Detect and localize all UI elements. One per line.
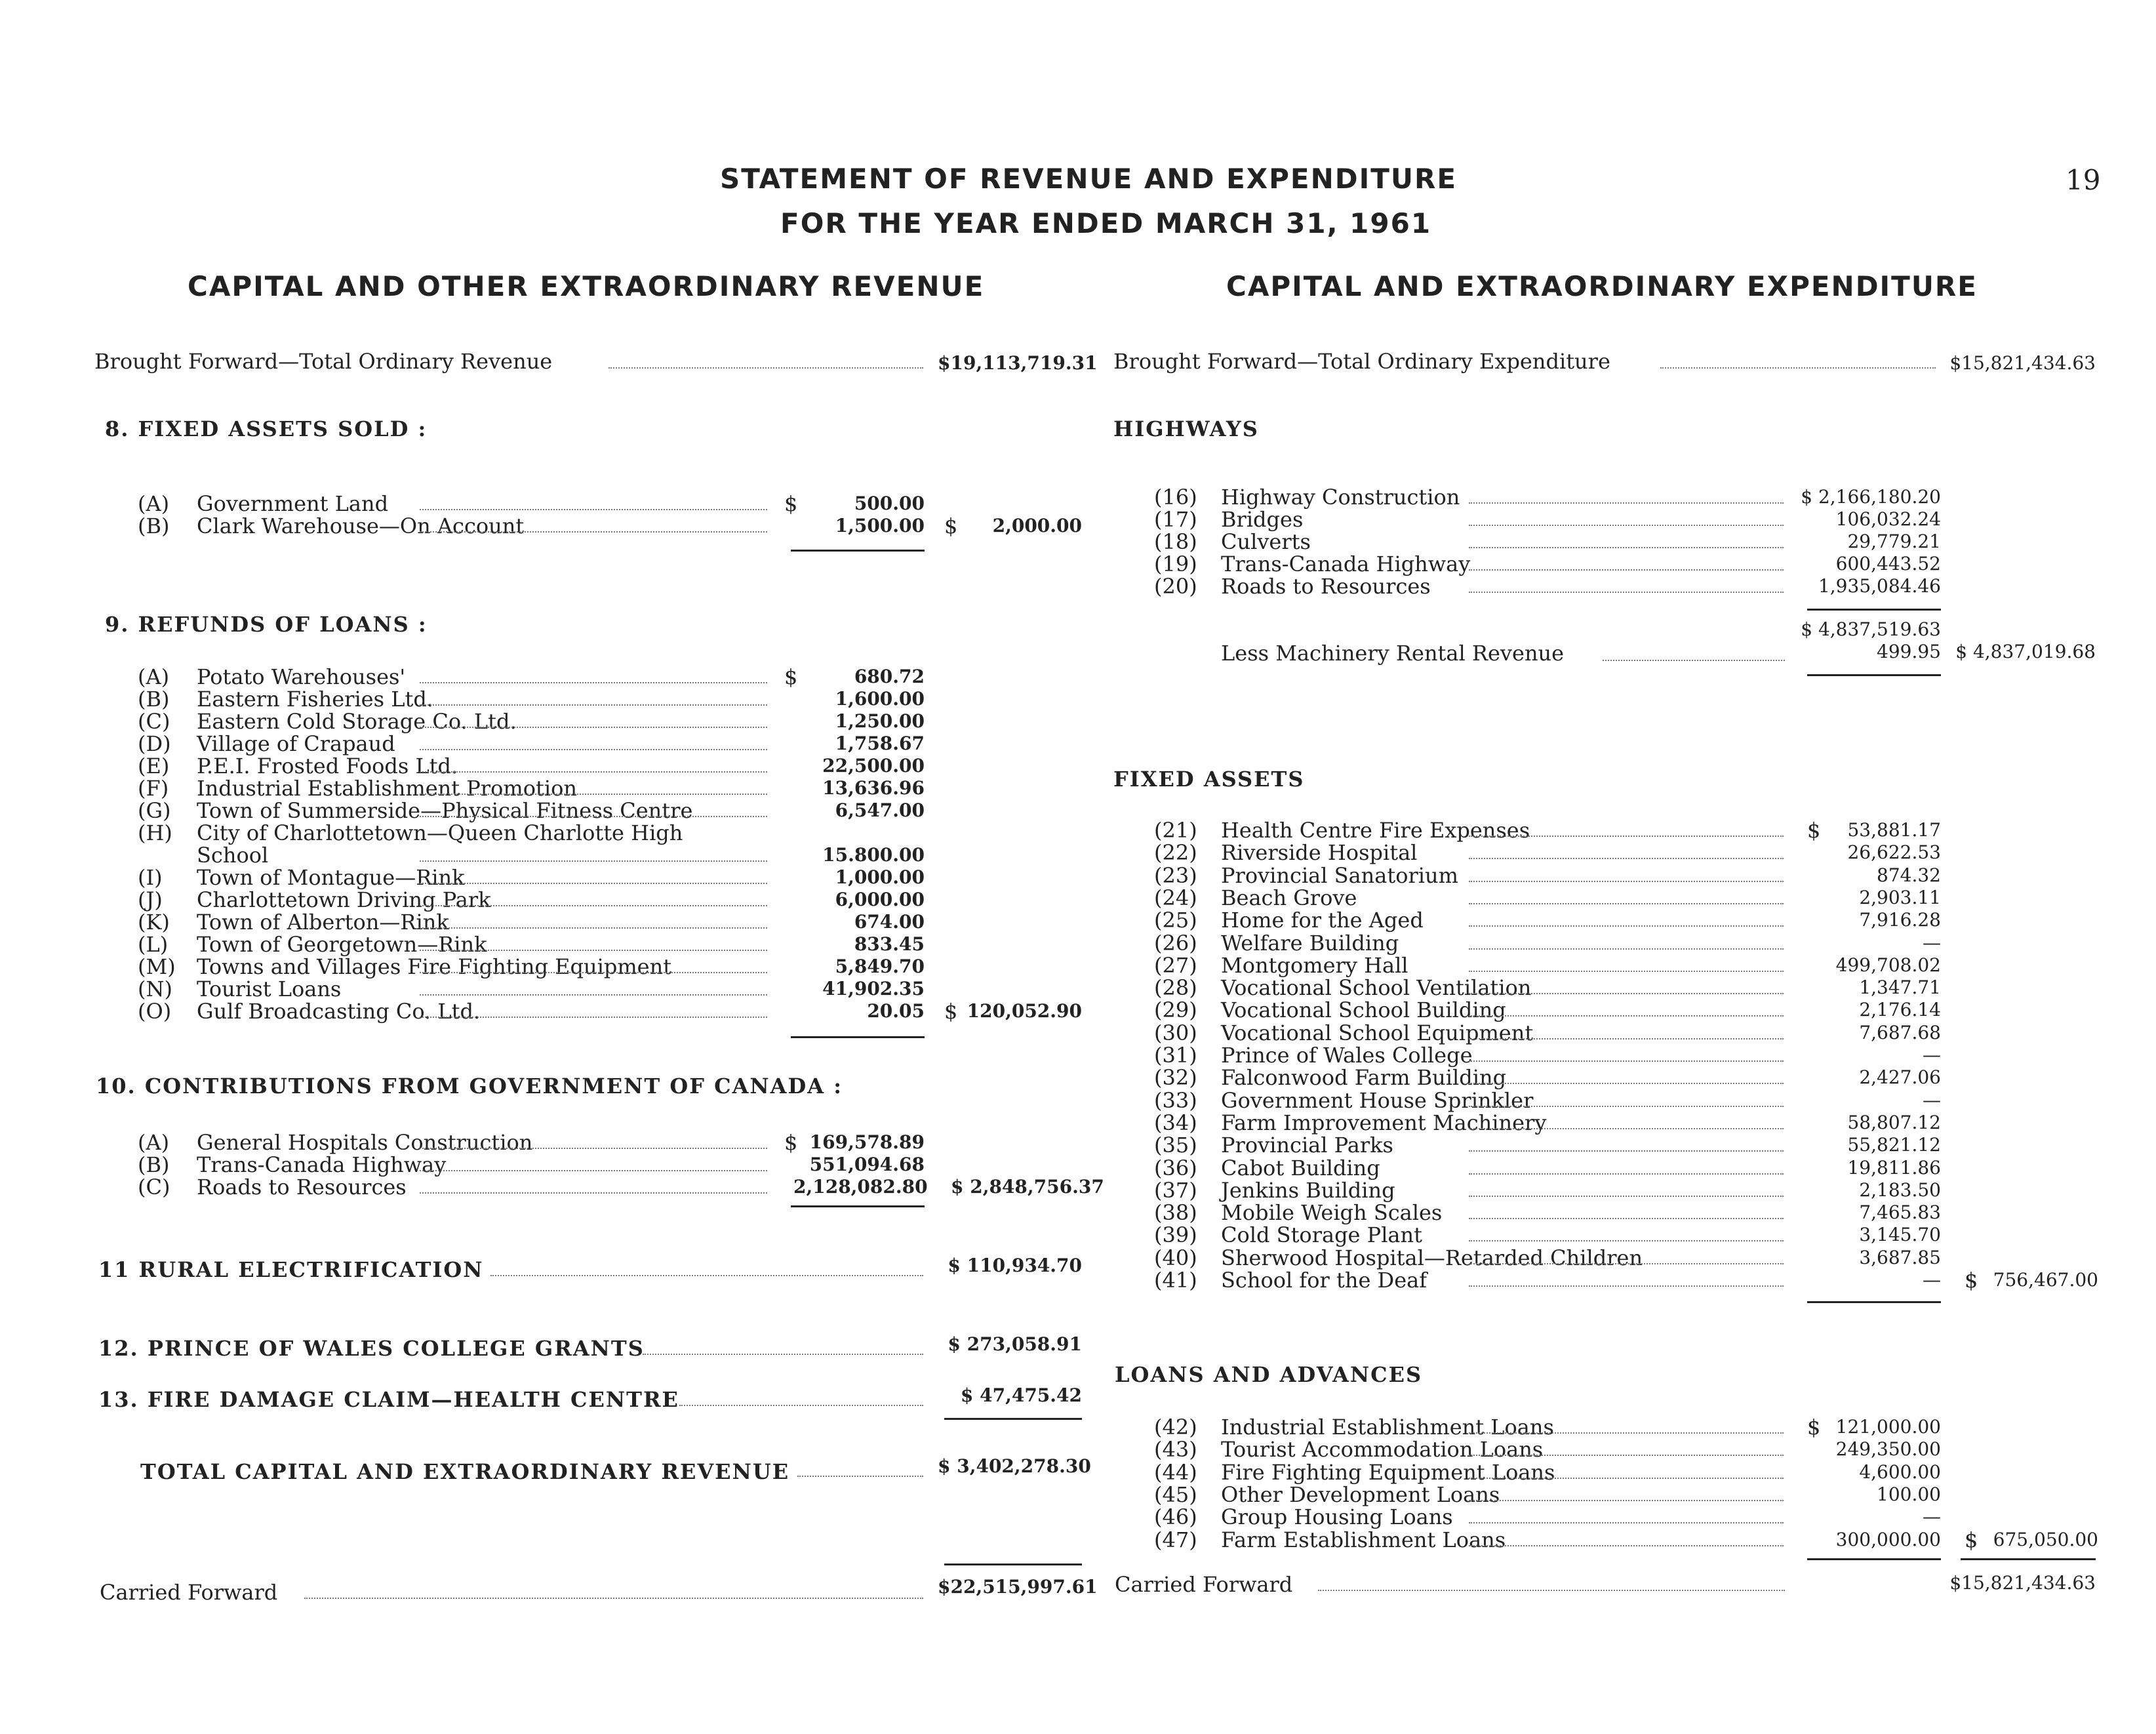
- section-total: 756,467.00: [1993, 1269, 2098, 1291]
- leader-dots: [1469, 1150, 1784, 1152]
- currency-symbol: $: [1965, 1268, 1978, 1293]
- item-amount: 29,779.21: [1847, 531, 1941, 552]
- currency-symbol: $: [784, 491, 798, 516]
- currency-symbol: $: [784, 1130, 798, 1155]
- leader-dots: [1469, 592, 1784, 593]
- item-amount: 500.00: [854, 493, 925, 514]
- item-label: Town of Georgetown—Rink: [197, 932, 487, 957]
- item-amount: 551,094.68: [809, 1154, 925, 1175]
- item-amount: 2,427.06: [1859, 1066, 1941, 1089]
- item-label: Tourist Loans: [197, 977, 342, 1001]
- item-label: Group Housing Loans: [1221, 1504, 1453, 1530]
- item-label: Beach Grove: [1221, 885, 1357, 910]
- item-amount: 106,032.24: [1835, 508, 1941, 530]
- item-code: (F): [138, 776, 169, 801]
- item-label: Riverside Hospital: [1221, 840, 1418, 866]
- leader-dots: [1318, 1590, 1785, 1591]
- page-title-line1: STATEMENT OF REVENUE AND EXPENDITURE: [720, 163, 1458, 195]
- item-amount: 3,145.70: [1859, 1224, 1941, 1246]
- revenue-brought-forward-amount: $19,113,719.31: [938, 352, 1098, 374]
- leader-dots: [1469, 881, 1784, 882]
- item-amount: 100.00: [1877, 1483, 1941, 1505]
- item-label: Government Land: [197, 491, 389, 516]
- item-amount: —: [1923, 1044, 1941, 1066]
- section-10-title: 10. CONTRIBUTIONS FROM GOVERNMENT OF CANADA :: [96, 1074, 843, 1099]
- item-code: (22): [1154, 840, 1197, 866]
- item-label: Government House Sprinkler: [1221, 1087, 1534, 1113]
- item-code: (42): [1154, 1415, 1197, 1440]
- item-amount: —: [1923, 931, 1941, 954]
- leader-dots: [420, 1017, 767, 1018]
- item-label: Towns and Villages Fire Fighting Equipment: [197, 954, 672, 979]
- item-label: Potato Warehouses': [197, 664, 406, 689]
- item-label: Vocational School Ventilation: [1221, 975, 1532, 1001]
- total-revenue-amount: $ 3,402,278.30: [938, 1455, 1091, 1477]
- leader-dots: [420, 905, 767, 906]
- item-label: Eastern Cold Storage Co. Ltd.: [197, 709, 517, 734]
- leader-dots: [420, 1192, 767, 1194]
- item-label: Bridges: [1221, 507, 1304, 532]
- section-12-amount: $ 273,058.91: [948, 1333, 1082, 1355]
- item-amount: 169,578.89: [809, 1131, 925, 1153]
- item-amount: 2,903.11: [1859, 886, 1941, 908]
- page-title-line2: FOR THE YEAR ENDED MARCH 31, 1961: [780, 207, 1432, 239]
- item-code: (17): [1154, 507, 1197, 532]
- item-amount: 833.45: [854, 933, 925, 955]
- item-code: (D): [138, 731, 171, 756]
- item-amount: 1,347.71: [1859, 977, 1941, 999]
- leader-dots: [1469, 1522, 1784, 1523]
- item-label: Town of Summerside—Physical Fitness Centre: [197, 798, 693, 823]
- underline-rule: [1961, 1558, 2096, 1560]
- highways-less-label: Less Machinery Rental Revenue: [1221, 641, 1565, 666]
- item-amount: 5,849.70: [835, 956, 925, 977]
- item-label: Trans-Canada Highway: [1221, 552, 1471, 576]
- underline-rule: [1807, 1301, 1941, 1303]
- item-amount: 53,881.17: [1847, 819, 1941, 841]
- item-code: (30): [1154, 1020, 1197, 1045]
- item-code: (K): [138, 910, 170, 935]
- section-13-title: 13. FIRE DAMAGE CLAIM—HEALTH CENTRE: [98, 1387, 679, 1412]
- item-code: (J): [138, 887, 163, 912]
- item-code: (I): [138, 865, 163, 890]
- leader-dots: [1469, 1015, 1784, 1017]
- leader-dots: [1469, 1060, 1784, 1062]
- underline-rule: [944, 1418, 1082, 1420]
- section-9-title: 9. REFUNDS OF LOANS :: [105, 612, 428, 637]
- item-amount: 1,000.00: [835, 866, 925, 888]
- underline-rule: [1807, 674, 1941, 676]
- leader-dots: [1469, 1285, 1784, 1287]
- item-code: (18): [1154, 529, 1197, 554]
- leader-dots: [420, 972, 767, 973]
- leader-dots: [490, 1275, 923, 1276]
- item-amount: 15.800.00: [822, 844, 925, 866]
- item-code: (41): [1154, 1268, 1197, 1293]
- item-code: (A): [138, 1130, 170, 1155]
- item-code: (31): [1154, 1043, 1197, 1068]
- item-code: (33): [1154, 1087, 1197, 1113]
- item-label: Gulf Broadcasting Co. Ltd.: [197, 999, 481, 1024]
- item-label: Roads to Resources: [1221, 574, 1431, 599]
- leader-dots: [420, 1148, 767, 1149]
- item-code: (39): [1154, 1222, 1197, 1248]
- section-12-title: 12. PRINCE OF WALES COLLEGE GRANTS: [98, 1336, 645, 1361]
- item-amount: 7,465.83: [1859, 1201, 1941, 1224]
- item-code: (B): [138, 687, 170, 712]
- item-code: (20): [1154, 574, 1197, 599]
- leader-dots: [420, 704, 767, 706]
- leader-dots: [1469, 547, 1784, 548]
- item-amount: 7,916.28: [1859, 909, 1941, 931]
- expenditure-brought-forward-amount: $15,821,434.63: [1949, 352, 2096, 374]
- item-label: Eastern Fisheries Ltd.: [197, 687, 433, 712]
- item-label: Mobile Weigh Scales: [1221, 1200, 1443, 1226]
- item-code: (35): [1154, 1133, 1197, 1158]
- item-code: (M): [138, 954, 176, 979]
- item-code: (36): [1154, 1155, 1197, 1180]
- item-code: (28): [1154, 975, 1197, 1001]
- leader-dots: [1469, 1173, 1784, 1175]
- item-amount: 6,547.00: [835, 799, 925, 821]
- leader-dots: [420, 950, 767, 951]
- leader-dots: [420, 994, 767, 996]
- item-code: (45): [1154, 1482, 1197, 1507]
- currency-symbol: $: [784, 664, 798, 689]
- item-amount: 6,000.00: [835, 889, 925, 910]
- expenditure-carried-forward-amount: $15,821,434.63: [1949, 1572, 2096, 1594]
- currency-symbol: $: [944, 999, 958, 1024]
- item-code: (37): [1154, 1177, 1197, 1203]
- expenditure-heading: CAPITAL AND EXTRAORDINARY EXPENDITURE: [1226, 270, 1978, 302]
- leader-dots: [1603, 660, 1785, 661]
- section-total: 120,052.90: [967, 1000, 1082, 1022]
- leader-dots: [1660, 367, 1936, 369]
- item-amount: 1,500.00: [835, 515, 925, 536]
- underline-rule: [791, 550, 925, 552]
- leader-dots: [420, 509, 767, 510]
- leader-dots: [1469, 948, 1784, 950]
- item-label: Cold Storage Plant: [1221, 1222, 1422, 1248]
- item-label: Falconwood Farm Building: [1221, 1065, 1507, 1091]
- leader-dots: [1469, 858, 1784, 859]
- item-amount: —: [1923, 1506, 1941, 1528]
- item-code: (21): [1154, 818, 1197, 843]
- leader-dots: [1469, 1478, 1784, 1479]
- revenue-carried-forward-label: Carried Forward: [100, 1580, 278, 1605]
- leader-dots: [1469, 1196, 1784, 1197]
- section-8-title: 8. FIXED ASSETS SOLD :: [105, 416, 428, 441]
- leader-dots: [609, 367, 923, 369]
- item-label: General Hospitals Construction: [197, 1130, 533, 1155]
- total-revenue-label: TOTAL CAPITAL AND EXTRAORDINARY REVENUE: [140, 1459, 790, 1484]
- item-code: (44): [1154, 1459, 1197, 1485]
- item-label: City of Charlottetown—Queen Charlotte High: [197, 820, 683, 845]
- item-code: (43): [1154, 1437, 1197, 1462]
- leader-dots: [797, 1476, 923, 1477]
- leader-dots: [420, 1170, 767, 1171]
- item-code: (23): [1154, 862, 1197, 888]
- item-label: Prince of Wales College: [1221, 1043, 1473, 1068]
- leader-dots: [304, 1598, 923, 1599]
- section-total: 2,000.00: [992, 515, 1082, 536]
- item-code: (E): [138, 754, 170, 778]
- item-amount: 674.00: [854, 911, 925, 933]
- item-code: (19): [1154, 552, 1197, 576]
- currency-symbol: $: [1965, 1527, 1978, 1552]
- item-amount: 1,758.67: [835, 733, 925, 754]
- item-amount: 2,176.14: [1859, 999, 1941, 1021]
- item-amount: 26,622.53: [1847, 841, 1941, 864]
- leader-dots: [1469, 1500, 1784, 1501]
- leader-dots: [1469, 925, 1784, 927]
- item-code: (H): [138, 820, 172, 845]
- item-label: Welfare Building: [1221, 930, 1399, 956]
- item-code: (24): [1154, 885, 1197, 910]
- leader-dots: [1469, 569, 1784, 571]
- item-amount: 680.72: [854, 666, 925, 687]
- item-label: Provincial Sanatorium: [1221, 862, 1458, 888]
- item-amount: 1,250.00: [835, 710, 925, 732]
- item-label: Sherwood Hospital—Retarded Children: [1221, 1245, 1643, 1270]
- leader-dots: [679, 1405, 923, 1406]
- item-label: Industrial Establishment Loans: [1221, 1415, 1554, 1440]
- item-amount: 1,935,084.46: [1818, 575, 1941, 597]
- leader-dots: [420, 749, 767, 750]
- item-label: Farm Improvement Machinery: [1221, 1110, 1547, 1135]
- item-label: Fire Fighting Equipment Loans: [1221, 1459, 1555, 1485]
- revenue-carried-forward-amount: $22,515,997.61: [938, 1576, 1098, 1598]
- item-code: (G): [138, 798, 171, 823]
- item-label: Other Development Loans: [1221, 1482, 1500, 1507]
- item-code: (46): [1154, 1504, 1197, 1530]
- item-label: Charlottetown Driving Park: [197, 887, 491, 912]
- leader-dots: [1469, 525, 1784, 526]
- loans-title: LOANS AND ADVANCES: [1115, 1362, 1423, 1387]
- item-amount: 58,807.12: [1847, 1111, 1941, 1133]
- revenue-brought-forward-label: Brought Forward—Total Ordinary Revenue: [94, 349, 553, 374]
- leader-dots: [1469, 1455, 1784, 1456]
- item-label: Jenkins Building: [1221, 1177, 1395, 1203]
- item-amount: 1,600.00: [835, 688, 925, 710]
- item-code: (B): [138, 514, 170, 538]
- item-code: (B): [138, 1152, 170, 1177]
- item-label: Home for the Aged: [1221, 908, 1424, 933]
- item-label: Industrial Establishment Promotion: [197, 776, 577, 801]
- item-code: (N): [138, 977, 172, 1001]
- leader-dots: [1469, 1128, 1784, 1129]
- item-label: Provincial Parks: [1221, 1133, 1393, 1158]
- highways-less-amount: 499.95: [1877, 641, 1941, 662]
- leader-dots: [420, 794, 767, 795]
- item-label: Vocational School Building: [1221, 998, 1506, 1023]
- item-code: (16): [1154, 485, 1197, 510]
- item-label-continued: School: [197, 843, 269, 868]
- revenue-heading: CAPITAL AND OTHER EXTRAORDINARY REVENUE: [188, 270, 985, 302]
- leader-dots: [1469, 836, 1784, 837]
- item-code: (34): [1154, 1110, 1197, 1135]
- underline-rule: [1807, 1558, 1941, 1560]
- leader-dots: [420, 727, 767, 728]
- item-code: (29): [1154, 998, 1197, 1023]
- item-label: P.E.I. Frosted Foods Ltd.: [197, 754, 458, 778]
- leader-dots: [1469, 971, 1784, 972]
- item-amount: 499,708.02: [1835, 954, 1941, 976]
- fixed-assets-title: FIXED ASSETS: [1113, 767, 1305, 792]
- expenditure-brought-forward-label: Brought Forward—Total Ordinary Expenditure: [1113, 349, 1610, 374]
- leader-dots: [420, 771, 767, 773]
- currency-symbol: $: [1807, 818, 1821, 843]
- item-amount: $ 2,166,180.20: [1801, 486, 1941, 508]
- item-code: (38): [1154, 1200, 1197, 1226]
- item-label: Village of Crapaud: [197, 731, 395, 756]
- item-code: (A): [138, 664, 170, 689]
- underline-rule: [791, 1205, 925, 1207]
- item-amount: 2,128,082.80: [793, 1176, 928, 1198]
- item-amount: 300,000.00: [1835, 1528, 1941, 1550]
- item-label: Culverts: [1221, 529, 1311, 554]
- highways-total: $ 4,837,019.68: [1955, 641, 2096, 662]
- item-code: (26): [1154, 930, 1197, 956]
- leader-dots: [420, 531, 767, 533]
- underline-rule: [1807, 609, 1941, 611]
- item-code: (32): [1154, 1065, 1197, 1091]
- item-label: Cabot Building: [1221, 1155, 1380, 1180]
- item-amount: 600,443.52: [1835, 553, 1941, 575]
- leader-dots: [1469, 1263, 1784, 1264]
- highways-title: HIGHWAYS: [1113, 416, 1259, 441]
- item-amount: —: [1923, 1269, 1941, 1291]
- section-11-title: 11 RURAL ELECTRIFICATION: [98, 1257, 484, 1282]
- leader-dots: [420, 682, 767, 683]
- item-code: (C): [138, 1175, 170, 1200]
- item-label: Highway Construction: [1221, 485, 1460, 510]
- item-label: Farm Establishment Loans: [1221, 1527, 1506, 1552]
- highways-subtotal: $ 4,837,519.63: [1801, 618, 1941, 640]
- item-code: (O): [138, 999, 172, 1024]
- item-amount: 13,636.96: [822, 777, 925, 799]
- leader-dots: [420, 816, 767, 817]
- item-label: Vocational School Equipment: [1221, 1020, 1534, 1045]
- item-label: Trans-Canada Highway: [197, 1152, 447, 1177]
- currency-symbol: $: [1807, 1415, 1821, 1440]
- item-label: Montgomery Hall: [1221, 952, 1408, 978]
- item-label: Health Centre Fire Expenses: [1221, 818, 1530, 843]
- item-label: Town of Montague—Rink: [197, 865, 465, 890]
- item-amount: 55,821.12: [1847, 1134, 1941, 1156]
- item-amount: 19,811.86: [1847, 1156, 1941, 1179]
- leader-dots: [1469, 1038, 1784, 1039]
- leader-dots: [1469, 1106, 1784, 1107]
- item-amount: 20.05: [867, 1000, 925, 1022]
- leader-dots: [643, 1354, 923, 1355]
- section-11-amount: $ 110,934.70: [948, 1255, 1082, 1276]
- section-total: 675,050.00: [1993, 1528, 2098, 1550]
- section-13-amount: $ 47,475.42: [960, 1384, 1082, 1406]
- item-amount: 249,350.00: [1835, 1438, 1941, 1461]
- item-amount: 22,500.00: [822, 755, 925, 776]
- item-code: (A): [138, 491, 170, 516]
- item-amount: 7,687.68: [1859, 1021, 1941, 1043]
- leader-dots: [1469, 1240, 1784, 1241]
- leader-dots: [1469, 903, 1784, 904]
- item-code: (27): [1154, 952, 1197, 978]
- leader-dots: [1469, 502, 1784, 504]
- leader-dots: [1469, 1432, 1784, 1434]
- leader-dots: [1469, 1083, 1784, 1084]
- underline-rule: [944, 1563, 1082, 1565]
- page-number: 19: [2066, 164, 2101, 196]
- item-amount: 3,687.85: [1859, 1246, 1941, 1268]
- item-amount: 41,902.35: [822, 978, 925, 999]
- item-code: (47): [1154, 1527, 1197, 1552]
- item-code: (40): [1154, 1245, 1197, 1270]
- item-label: Town of Alberton—Rink: [197, 910, 449, 935]
- item-label: Tourist Accommodation Loans: [1221, 1437, 1544, 1462]
- leader-dots: [420, 860, 767, 862]
- item-label: School for the Deaf: [1221, 1268, 1427, 1293]
- item-code: (L): [138, 932, 169, 957]
- item-amount: 121,000.00: [1835, 1416, 1941, 1438]
- leader-dots: [420, 883, 767, 884]
- item-label: Roads to Resources: [197, 1175, 407, 1200]
- section-total: $ 2,848,756.37: [951, 1176, 1104, 1198]
- item-code: (25): [1154, 908, 1197, 933]
- item-amount: 874.32: [1877, 864, 1941, 886]
- currency-symbol: $: [944, 514, 958, 538]
- item-amount: —: [1923, 1089, 1941, 1111]
- leader-dots: [1469, 993, 1784, 994]
- expenditure-carried-forward-label: Carried Forward: [1115, 1572, 1293, 1597]
- item-amount: 2,183.50: [1859, 1179, 1941, 1201]
- leader-dots: [420, 927, 767, 929]
- item-label: Clark Warehouse—On Account: [197, 514, 525, 538]
- leader-dots: [1469, 1218, 1784, 1219]
- leader-dots: [1469, 1545, 1784, 1546]
- item-amount: 4,600.00: [1859, 1461, 1941, 1483]
- item-code: (C): [138, 709, 170, 734]
- underline-rule: [791, 1036, 925, 1038]
